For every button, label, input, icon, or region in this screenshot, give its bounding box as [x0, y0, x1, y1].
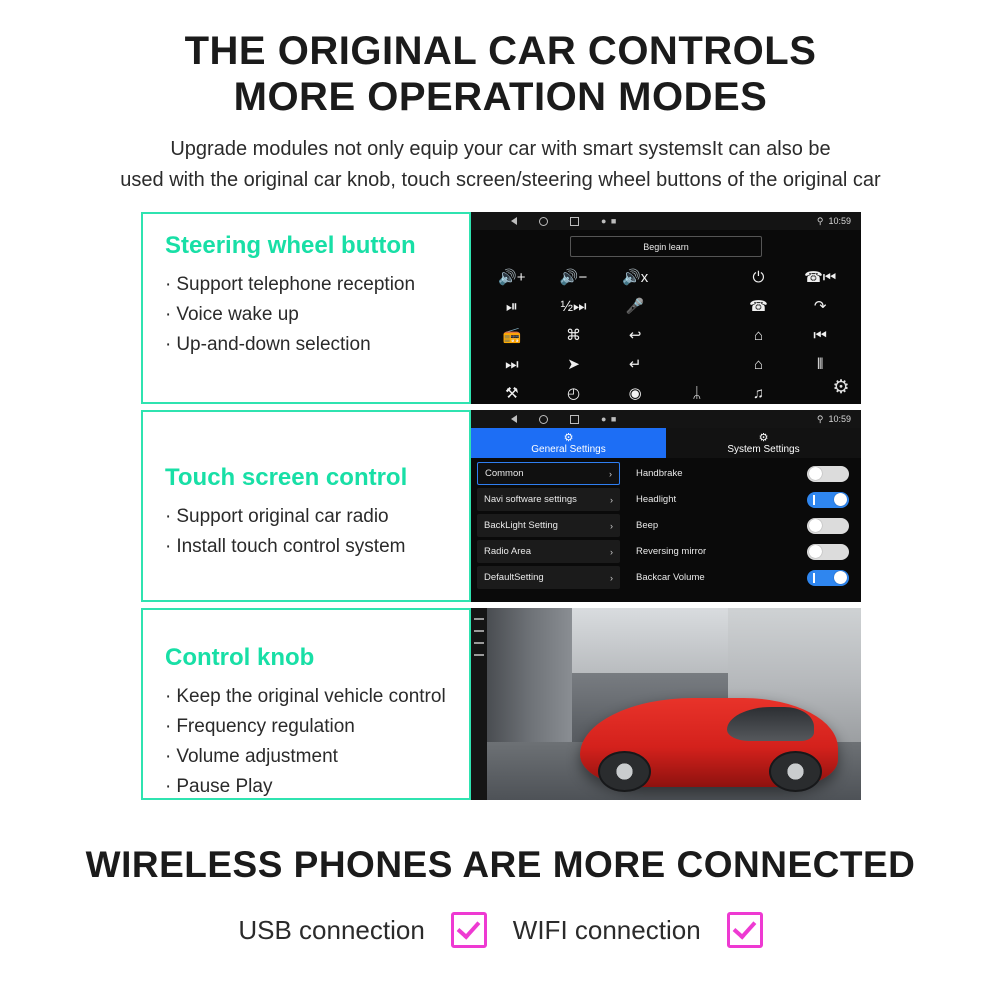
phone-key[interactable]: ☎: [749, 298, 768, 315]
bullet-text: Keep the original vehicle control: [176, 686, 446, 707]
option-headlight: [636, 488, 849, 511]
option-label: Reversing mirror: [636, 546, 707, 557]
menu-item-default-setting[interactable]: [477, 566, 620, 589]
toggle-headlight[interactable]: [807, 492, 849, 508]
tab-label: General Settings: [531, 443, 606, 455]
footer-item-wifi-label: WIFI connection: [512, 914, 701, 945]
feature-row-steering-wheel: [141, 212, 861, 404]
chevron-right-icon: ›: [610, 572, 613, 583]
option-reversing-mirror: [636, 540, 849, 563]
tab-system-settings[interactable]: [666, 428, 861, 458]
device-side-buttons[interactable]: [471, 608, 487, 800]
menu-item-label: Radio Area: [484, 546, 532, 557]
menu-item-common[interactable]: [477, 462, 620, 485]
bullet-text: Support telephone reception: [176, 274, 416, 295]
recents-icon[interactable]: [570, 217, 579, 226]
chevron-right-icon: ›: [610, 520, 613, 531]
house-key[interactable]: ⌂: [753, 356, 764, 373]
steering-key-grid: [481, 264, 851, 404]
menu-item-radio-area[interactable]: [477, 540, 620, 563]
volume-up-button[interactable]: [474, 630, 484, 632]
bullet-text: Install touch control system: [176, 536, 406, 557]
location-pin-icon: ⚲: [816, 413, 824, 424]
home-button[interactable]: [474, 654, 484, 656]
bullet-dot: ·: [165, 304, 172, 325]
car-wheel-front: [598, 751, 651, 792]
bullet-text: Volume adjustment: [176, 746, 338, 767]
back-icon[interactable]: [511, 415, 517, 423]
subtitle: [0, 134, 1001, 196]
begin-learn-button[interactable]: Begin learn: [570, 236, 762, 257]
bullet-dot: ·: [165, 334, 172, 355]
feature-title: Touch screen control: [165, 464, 408, 491]
android-status-bar: [471, 410, 861, 428]
option-label: Backcar Volume: [636, 572, 705, 583]
bullet-text: Up-and-down selection: [176, 334, 371, 355]
toggle-knob: [834, 571, 847, 584]
status-clock: 10:59: [828, 216, 851, 226]
subtitle-line-1: Upgrade modules not only equip your car with smart systemsIt can also be: [170, 138, 831, 160]
footer-connection-list: [0, 912, 1001, 948]
prev-track-key[interactable]: ⏮: [813, 327, 827, 344]
footer-title: WIRELESS PHONES ARE MORE CONNECTED: [85, 844, 916, 885]
screen-video-playback: [471, 608, 861, 800]
speed-next-key[interactable]: ½⏭: [560, 298, 587, 315]
option-handbrake: [636, 462, 849, 485]
android-nav-keys[interactable]: [511, 216, 617, 226]
toggle-knob: [834, 493, 847, 506]
feature-bullet: [165, 502, 453, 532]
settings-options-list: [626, 458, 861, 602]
bluetooth-key[interactable]: ᛦ: [692, 385, 702, 402]
feature-bullet: [165, 742, 453, 772]
settings-menu-list: [471, 458, 626, 602]
toggle-backcar-volume[interactable]: [807, 570, 849, 586]
play-pause-key[interactable]: ⏯: [505, 298, 518, 315]
call-prev-key[interactable]: ☎⏮: [804, 269, 837, 286]
bullet-text: Pause Play: [176, 776, 273, 797]
gear-icon[interactable]: ⚙: [832, 377, 850, 398]
feature-title: Control knob: [165, 644, 315, 671]
back-key[interactable]: ↩: [628, 327, 642, 344]
chevron-right-icon: ›: [609, 468, 612, 479]
back-icon[interactable]: [511, 217, 517, 225]
option-beep: [636, 514, 849, 537]
chevron-right-icon: ›: [610, 494, 613, 505]
menu-item-label: Common: [485, 468, 524, 479]
android-nav-keys[interactable]: [511, 414, 617, 424]
menu-item-label: BackLight Setting: [484, 520, 558, 531]
menu-item-backlight-setting[interactable]: [477, 514, 620, 537]
more-icon[interactable]: ● ■: [601, 414, 618, 424]
feature-row-control-knob: [141, 608, 861, 800]
feature-bullet: [165, 330, 453, 360]
feature-text-control-knob: [141, 608, 471, 800]
toggle-beep[interactable]: [807, 518, 849, 534]
volume-up-key[interactable]: 🔊+: [498, 269, 526, 286]
red-sports-car: [580, 698, 837, 786]
toggle-reversing-mirror[interactable]: [807, 544, 849, 560]
status-right: [817, 414, 851, 425]
volume-down-button[interactable]: [474, 642, 484, 644]
power-key[interactable]: ⏻: [752, 269, 765, 286]
toggle-handbrake[interactable]: [807, 466, 849, 482]
bullet-text: Voice wake up: [176, 304, 299, 325]
equalizer-key[interactable]: ⦀: [816, 356, 824, 373]
power-button[interactable]: [474, 618, 484, 620]
location-pin-icon: ⚲: [816, 215, 824, 226]
chevron-right-icon: ›: [610, 546, 613, 557]
blank-key-c: [666, 322, 728, 349]
feature-rows: [0, 212, 1001, 800]
home-icon[interactable]: [539, 217, 548, 226]
enter-key[interactable]: ↵: [628, 356, 642, 373]
home-key[interactable]: ⌂: [753, 327, 764, 344]
mode-key[interactable]: ⌘: [565, 327, 581, 344]
option-backcar-volume: [636, 566, 849, 589]
headline-line-1: THE ORIGINAL CAR CONTROLS: [184, 29, 817, 73]
screen-steering-wheel-learn: [471, 212, 861, 404]
footer-item-usb-label: USB connection: [238, 914, 425, 945]
bullet-dot: ·: [165, 746, 172, 767]
feature-title: Steering wheel button: [165, 232, 416, 259]
bullet-text: Frequency regulation: [176, 716, 355, 737]
headline-line-2: MORE OPERATION MODES: [233, 75, 768, 119]
blank-key-b: [666, 293, 728, 320]
bullet-dot: ·: [165, 716, 172, 737]
hangup-key[interactable]: ↷: [813, 298, 827, 315]
feature-row-touch-screen: [141, 410, 861, 602]
toggle-knob: [809, 545, 822, 558]
target-key[interactable]: ◉: [628, 385, 642, 402]
car-photo: [471, 608, 861, 800]
home-icon[interactable]: [539, 415, 548, 424]
learn-panel: [471, 230, 861, 404]
feature-text-steering-wheel: [141, 212, 471, 404]
photo-sky: [572, 608, 728, 673]
menu-item-label: DefaultSetting: [484, 572, 544, 583]
feature-bullet: [165, 682, 453, 712]
status-right: [817, 216, 851, 227]
gear-icon: ⚙: [563, 431, 574, 444]
usb-checkbox[interactable]: [451, 912, 487, 948]
settings-tabs: [471, 428, 861, 458]
tab-general-settings[interactable]: [471, 428, 666, 458]
menu-item-navi-software-settings[interactable]: [477, 488, 620, 511]
screen-settings: [471, 410, 861, 602]
toggle-knob: [809, 467, 822, 480]
page-title: [0, 0, 1001, 120]
status-clock: 10:59: [828, 414, 851, 424]
subtitle-line-2: used with the original car knob, touch screen/steering wheel buttons of the original car: [120, 169, 881, 191]
car-wheel-rear: [769, 751, 822, 792]
feature-bullet: [165, 772, 453, 802]
option-label: Headlight: [636, 494, 677, 505]
option-label: Beep: [636, 520, 659, 531]
feature-bullet: [165, 270, 453, 300]
recents-icon[interactable]: [570, 415, 579, 424]
clock-key[interactable]: ◴: [566, 385, 581, 402]
bullet-dot: ·: [165, 274, 172, 295]
bullet-dot: ·: [165, 506, 172, 527]
more-icon[interactable]: ● ■: [601, 216, 618, 226]
tab-label: System Settings: [727, 443, 800, 455]
android-status-bar: [471, 212, 861, 230]
wifi-checkbox[interactable]: [727, 912, 763, 948]
bullet-dot: ·: [165, 776, 172, 797]
option-label: Handbrake: [636, 468, 683, 479]
music-key[interactable]: ♫: [752, 385, 765, 402]
feature-bullet: [165, 712, 453, 742]
mic-key[interactable]: 🎤: [625, 298, 645, 315]
volume-down-key[interactable]: 🔊−: [559, 269, 588, 286]
navigation-key[interactable]: ➤: [567, 356, 580, 373]
radio-band-key[interactable]: 📻: [502, 327, 522, 344]
blank-key-d: [666, 351, 728, 378]
bullet-dot: ·: [165, 536, 172, 557]
blank-key-a: [666, 264, 728, 291]
feature-text-touch-screen: [141, 410, 471, 602]
feature-bullet: [165, 532, 453, 562]
toggle-knob: [809, 519, 822, 532]
menu-item-label: Navi software settings: [484, 494, 577, 505]
settings-body: [471, 458, 861, 602]
sliders-icon: ⚙: [758, 431, 769, 444]
wrench-key[interactable]: ⚒: [505, 385, 519, 402]
feature-bullet: [165, 300, 453, 330]
mute-key[interactable]: 🔊x: [622, 269, 649, 286]
car-windshield: [727, 707, 815, 741]
bullet-dot: ·: [165, 686, 172, 707]
bullet-text: Support original car radio: [176, 506, 389, 527]
next-track-key[interactable]: ⏭: [505, 356, 519, 373]
